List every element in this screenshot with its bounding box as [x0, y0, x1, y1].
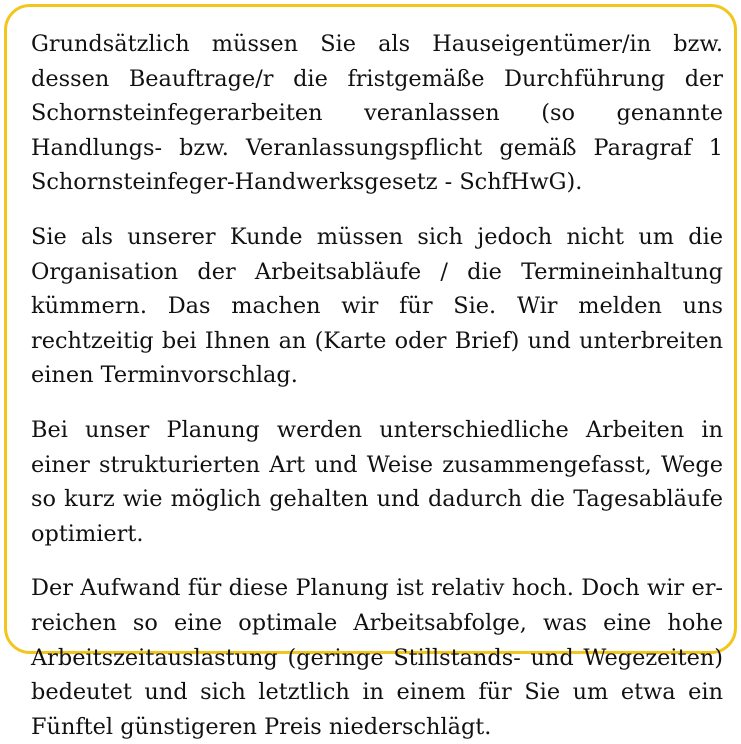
info-text	[31, 27, 723, 744]
paragraph-obligation: Grundsätzlich müssen Sie als Hauseigentümer/in bzw. dessen Beauftrage/r die fristgemäße Durchführung der Schornsteinfegerarbeiten veranlassen (so genannte Handlungs- bzw. Veranlassungspflicht gemäß Paragraf 1 Schornsteinfeger-Handwerksgesetz - SchfHwG).	[31, 31, 723, 196]
info-box	[4, 4, 737, 740]
paragraph-planning: Bei unser Planung werden unterschiedliche Arbeiten in einer strukturierten Art und Weise zusammengefasst, Wege so kurz wie möglich gehalten und dadurch die Tagesabläufe optimiert.	[31, 416, 723, 547]
paragraph-cost: Der Aufwand für diese Planung ist relativ hoch. Doch wir erreichen so eine optimale Arbeitsabfolge, was eine hohe Arbeitszeitauslastung (geringe Stillstands- und Wegezeiten) bedeutet und sich letztlich in einem für Sie um etwa ein Fünftel günstigeren Preis niederschlägt.	[31, 575, 723, 740]
paragraph-organisation: Sie als unserer Kunde müssen sich jedoch nicht um die Organisation der Arbeitsabläufe / die Termineinhaltung kümmern. Das machen wir für Sie. Wir melden uns rechtzeitig bei Ihnen an (Karte oder Brief) und unterbreiten einen Terminvorschlag.	[31, 223, 723, 389]
